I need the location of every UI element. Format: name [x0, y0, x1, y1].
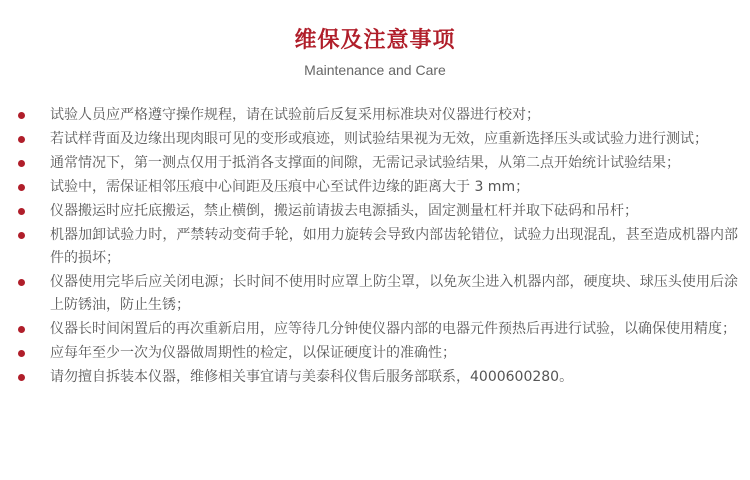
list-item-text: 请勿擅自拆装本仪器，维修相关事宜请与美泰科仪售后服务部联系，4000600280。: [50, 369, 574, 385]
red-dot-icon: [18, 350, 25, 357]
list-item: [0, 224, 750, 270]
red-dot-icon: [18, 326, 25, 333]
list-item: [0, 342, 750, 365]
red-dot-icon: [18, 136, 25, 143]
list-item: [0, 271, 750, 317]
list-item: [0, 200, 750, 223]
page-subtitle: Maintenance and Care: [304, 62, 446, 78]
red-dot-icon: [18, 112, 25, 119]
list-item-text: 仪器搬运时应托底搬运，禁止横倒，搬运前请拔去电源插头，固定测量杠杆并取下砝码和吊杆；: [50, 203, 638, 219]
list-item-text: 机器加卸试验力时，严禁转动变荷手轮，如用力旋转会导致内部齿轮错位，试验力出现混乱，甚至造成机器内部件的损坏；: [50, 227, 738, 266]
list-item: [0, 318, 750, 341]
list-item: [0, 366, 750, 389]
page-title: 维保及注意事项: [294, 28, 456, 53]
red-dot-icon: [18, 208, 25, 215]
list-item: [0, 152, 750, 175]
header: [0, 0, 750, 80]
list-item: [0, 104, 750, 127]
list-item-text: 仪器使用完毕后应关闭电源；长时间不使用时应罩上防尘罩，以免灰尘进入机器内部，硬度块、球压头使用后涂上防锈油，防止生锈；: [50, 274, 738, 313]
list-item-text: 试验人员应严格遵守操作规程，请在试验前后反复采用标准块对仪器进行校对；: [50, 107, 540, 123]
red-dot-icon: [18, 232, 25, 239]
red-dot-icon: [18, 184, 25, 191]
list-item: [0, 176, 750, 199]
list-item: [0, 128, 750, 151]
care-list: [0, 104, 750, 390]
list-item-text: 仪器长时间闲置后的再次重新启用，应等待几分钟使仪器内部的电器元件预热后再进行试验，以确保使用精度；: [50, 321, 736, 337]
red-dot-icon: [18, 374, 25, 381]
red-dot-icon: [18, 279, 25, 286]
list-item-text: 通常情况下，第一测点仅用于抵消各支撑面的间隙，无需记录试验结果，从第二点开始统计试验结果；: [50, 155, 680, 171]
list-item-text: 应每年至少一次为仪器做周期性的检定，以保证硬度计的准确性；: [50, 345, 456, 361]
red-dot-icon: [18, 160, 25, 167]
list-item-text: 若试样背面及边缘出现肉眼可见的变形或痕迹，则试验结果视为无效，应重新选择压头或试验力进行测试；: [50, 131, 708, 147]
list-item-text: 试验中，需保证相邻压痕中心间距及压痕中心至试件边缘的距离大于 3 mm；: [50, 179, 530, 195]
